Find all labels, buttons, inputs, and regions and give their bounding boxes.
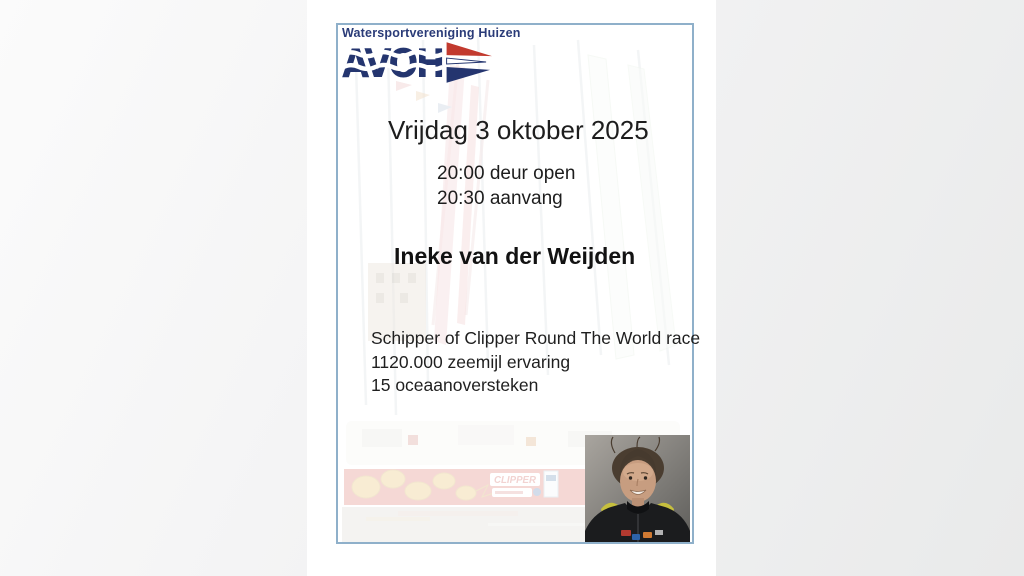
- speaker-detail-crossings: 15 oceaanoversteken: [371, 375, 539, 395]
- club-logo: [342, 26, 521, 85]
- schedule-start: 20:30 aanvang: [437, 188, 563, 209]
- poster-frame: [336, 23, 701, 544]
- logo-flag-red: [447, 42, 492, 56]
- speaker-detail-miles: 1120.000 zeemijl ervaring: [371, 351, 571, 372]
- poster-page: [307, 0, 716, 576]
- org-name: Watersportvereniging Huizen: [342, 26, 521, 40]
- clipper-brand-text: CLIPPER: [494, 475, 537, 486]
- schedule-doors-open: 20:00 deur open: [437, 163, 576, 184]
- avoh-logo-text: AVOH: [342, 41, 443, 85]
- event-date: Vrijdag 3 oktober 2025: [388, 115, 649, 145]
- speaker-photo: [585, 435, 690, 542]
- speaker-name: Ineke van der Weijden: [394, 243, 636, 269]
- logo-flag-navy: [447, 67, 490, 83]
- speaker-details: [371, 327, 700, 398]
- schedule-block: [437, 161, 575, 211]
- speaker-detail-role: Schipper of Clipper Round The World race: [371, 328, 701, 348]
- avoh-logo-icon: [342, 41, 492, 85]
